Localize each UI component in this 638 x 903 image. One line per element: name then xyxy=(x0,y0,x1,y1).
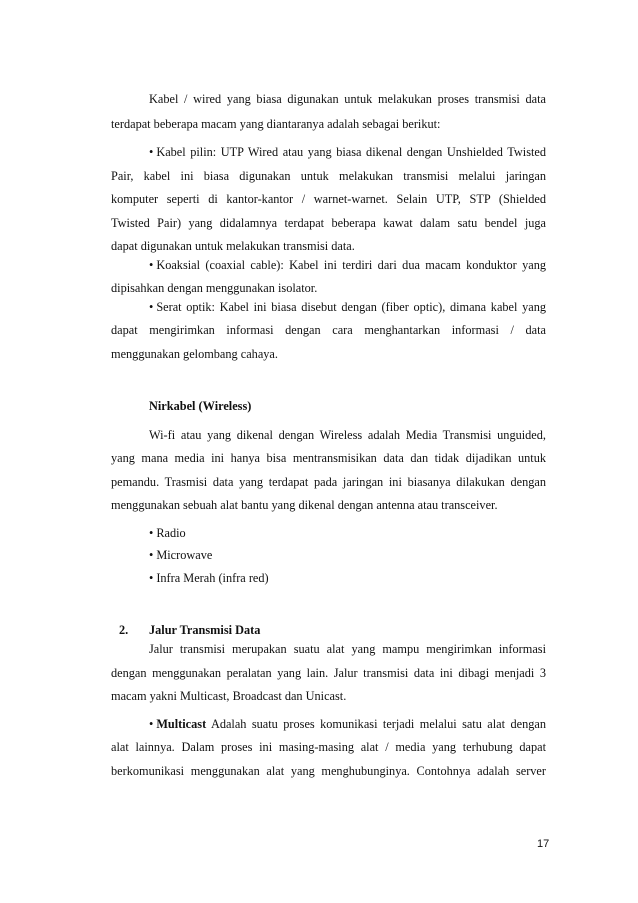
paragraph-line: Jalur transmisi merupakan suatu alat yang mampu mengirimkan informasi xyxy=(149,642,546,656)
paragraph-line: menggunakan sebuah alat bantu yang dikenal dengan antenna atau transceiver. xyxy=(111,498,498,512)
bullet-item-multicast xyxy=(149,717,546,732)
list-item-text: Microwave xyxy=(156,548,213,562)
paragraph-line: pemandu. Trasmisi data yang terdapat pada jaringan ini biasanya dilakukan dengan xyxy=(111,475,546,489)
section-heading-jalur-transmisi: Jalur Transmisi Data xyxy=(149,623,261,637)
bullet-item-infra-merah xyxy=(149,571,546,586)
paragraph-line: macam yakni Multicast, Broadcast dan Unicast. xyxy=(111,689,347,703)
list-item-text: Infra Merah (infra red) xyxy=(156,571,269,585)
section-heading-nirkabel: Nirkabel (Wireless) xyxy=(149,399,252,413)
paragraph-text: Adalah suatu proses komunikasi terjadi melalui satu alat dengan xyxy=(210,717,546,731)
bullet-item-kabel-pilin xyxy=(149,145,546,160)
paragraph-line: terdapat beberapa macam yang diantaranya adalah sebagai berikut: xyxy=(111,117,441,131)
paragraph-text: Kabel pilin: UTP Wired atau yang biasa dikenal dengan Unshielded Twisted xyxy=(156,145,546,159)
paragraph-line: dapat mengirimkan informasi dengan cara menghantarkan informasi / data xyxy=(111,323,546,337)
paragraph-line: menggunakan gelombang cahaya. xyxy=(111,347,278,361)
section-number: 2. xyxy=(119,623,129,637)
paragraph-line: alat lainnya. Dalam proses ini masing-masing alat / media yang terhubung dapat xyxy=(111,740,546,754)
paragraph-text: Koaksial (coaxial cable): Kabel ini terdiri dari dua macam konduktor yang xyxy=(156,258,546,272)
term-multicast: Multicast xyxy=(156,717,207,731)
paragraph-text: Serat optik: Kabel ini biasa disebut dengan (fiber optic), dimana kabel yang xyxy=(156,300,546,314)
paragraph-line: yang mana media ini hanya bisa mentransmisikan data dan tidak dijadikan untuk xyxy=(111,451,546,465)
bullet-item-koaksial xyxy=(149,258,546,273)
list-item-text: Radio xyxy=(156,526,186,540)
paragraph-line: dipisahkan dengan menggunakan isolator. xyxy=(111,281,318,295)
bullet-item-serat-optik xyxy=(149,300,546,315)
paragraph-line: berkomunikasi menggunakan alat yang menghubunginya. Contohnya adalah server xyxy=(111,764,546,778)
paragraph-line: dapat digunakan untuk melakukan transmisi data. xyxy=(111,239,355,253)
page-number: 17 xyxy=(537,838,550,850)
paragraph-line: dengan menggunakan peralatan yang lain. Jalur transmisi data ini dibagi menjadi 3 xyxy=(111,666,546,680)
paragraph-line: Kabel / wired yang biasa digunakan untuk melakukan proses transmisi data xyxy=(149,92,546,106)
bullet-item-microwave xyxy=(149,548,546,563)
paragraph-line: Wi-fi atau yang dikenal dengan Wireless adalah Media Transmisi unguided, xyxy=(149,428,546,442)
paragraph-line: Pair, kabel ini biasa digunakan untuk melakukan transmisi melalui jaringan xyxy=(111,169,546,183)
bullet-item-radio xyxy=(149,526,546,541)
paragraph-line: komputer seperti di kantor-kantor / warnet-warnet. Selain UTP, STP (Shielded xyxy=(111,192,546,206)
paragraph-line: Twisted Pair) yang didalamnya terdapat beberapa kawat dalam satu bendel juga xyxy=(111,216,546,230)
